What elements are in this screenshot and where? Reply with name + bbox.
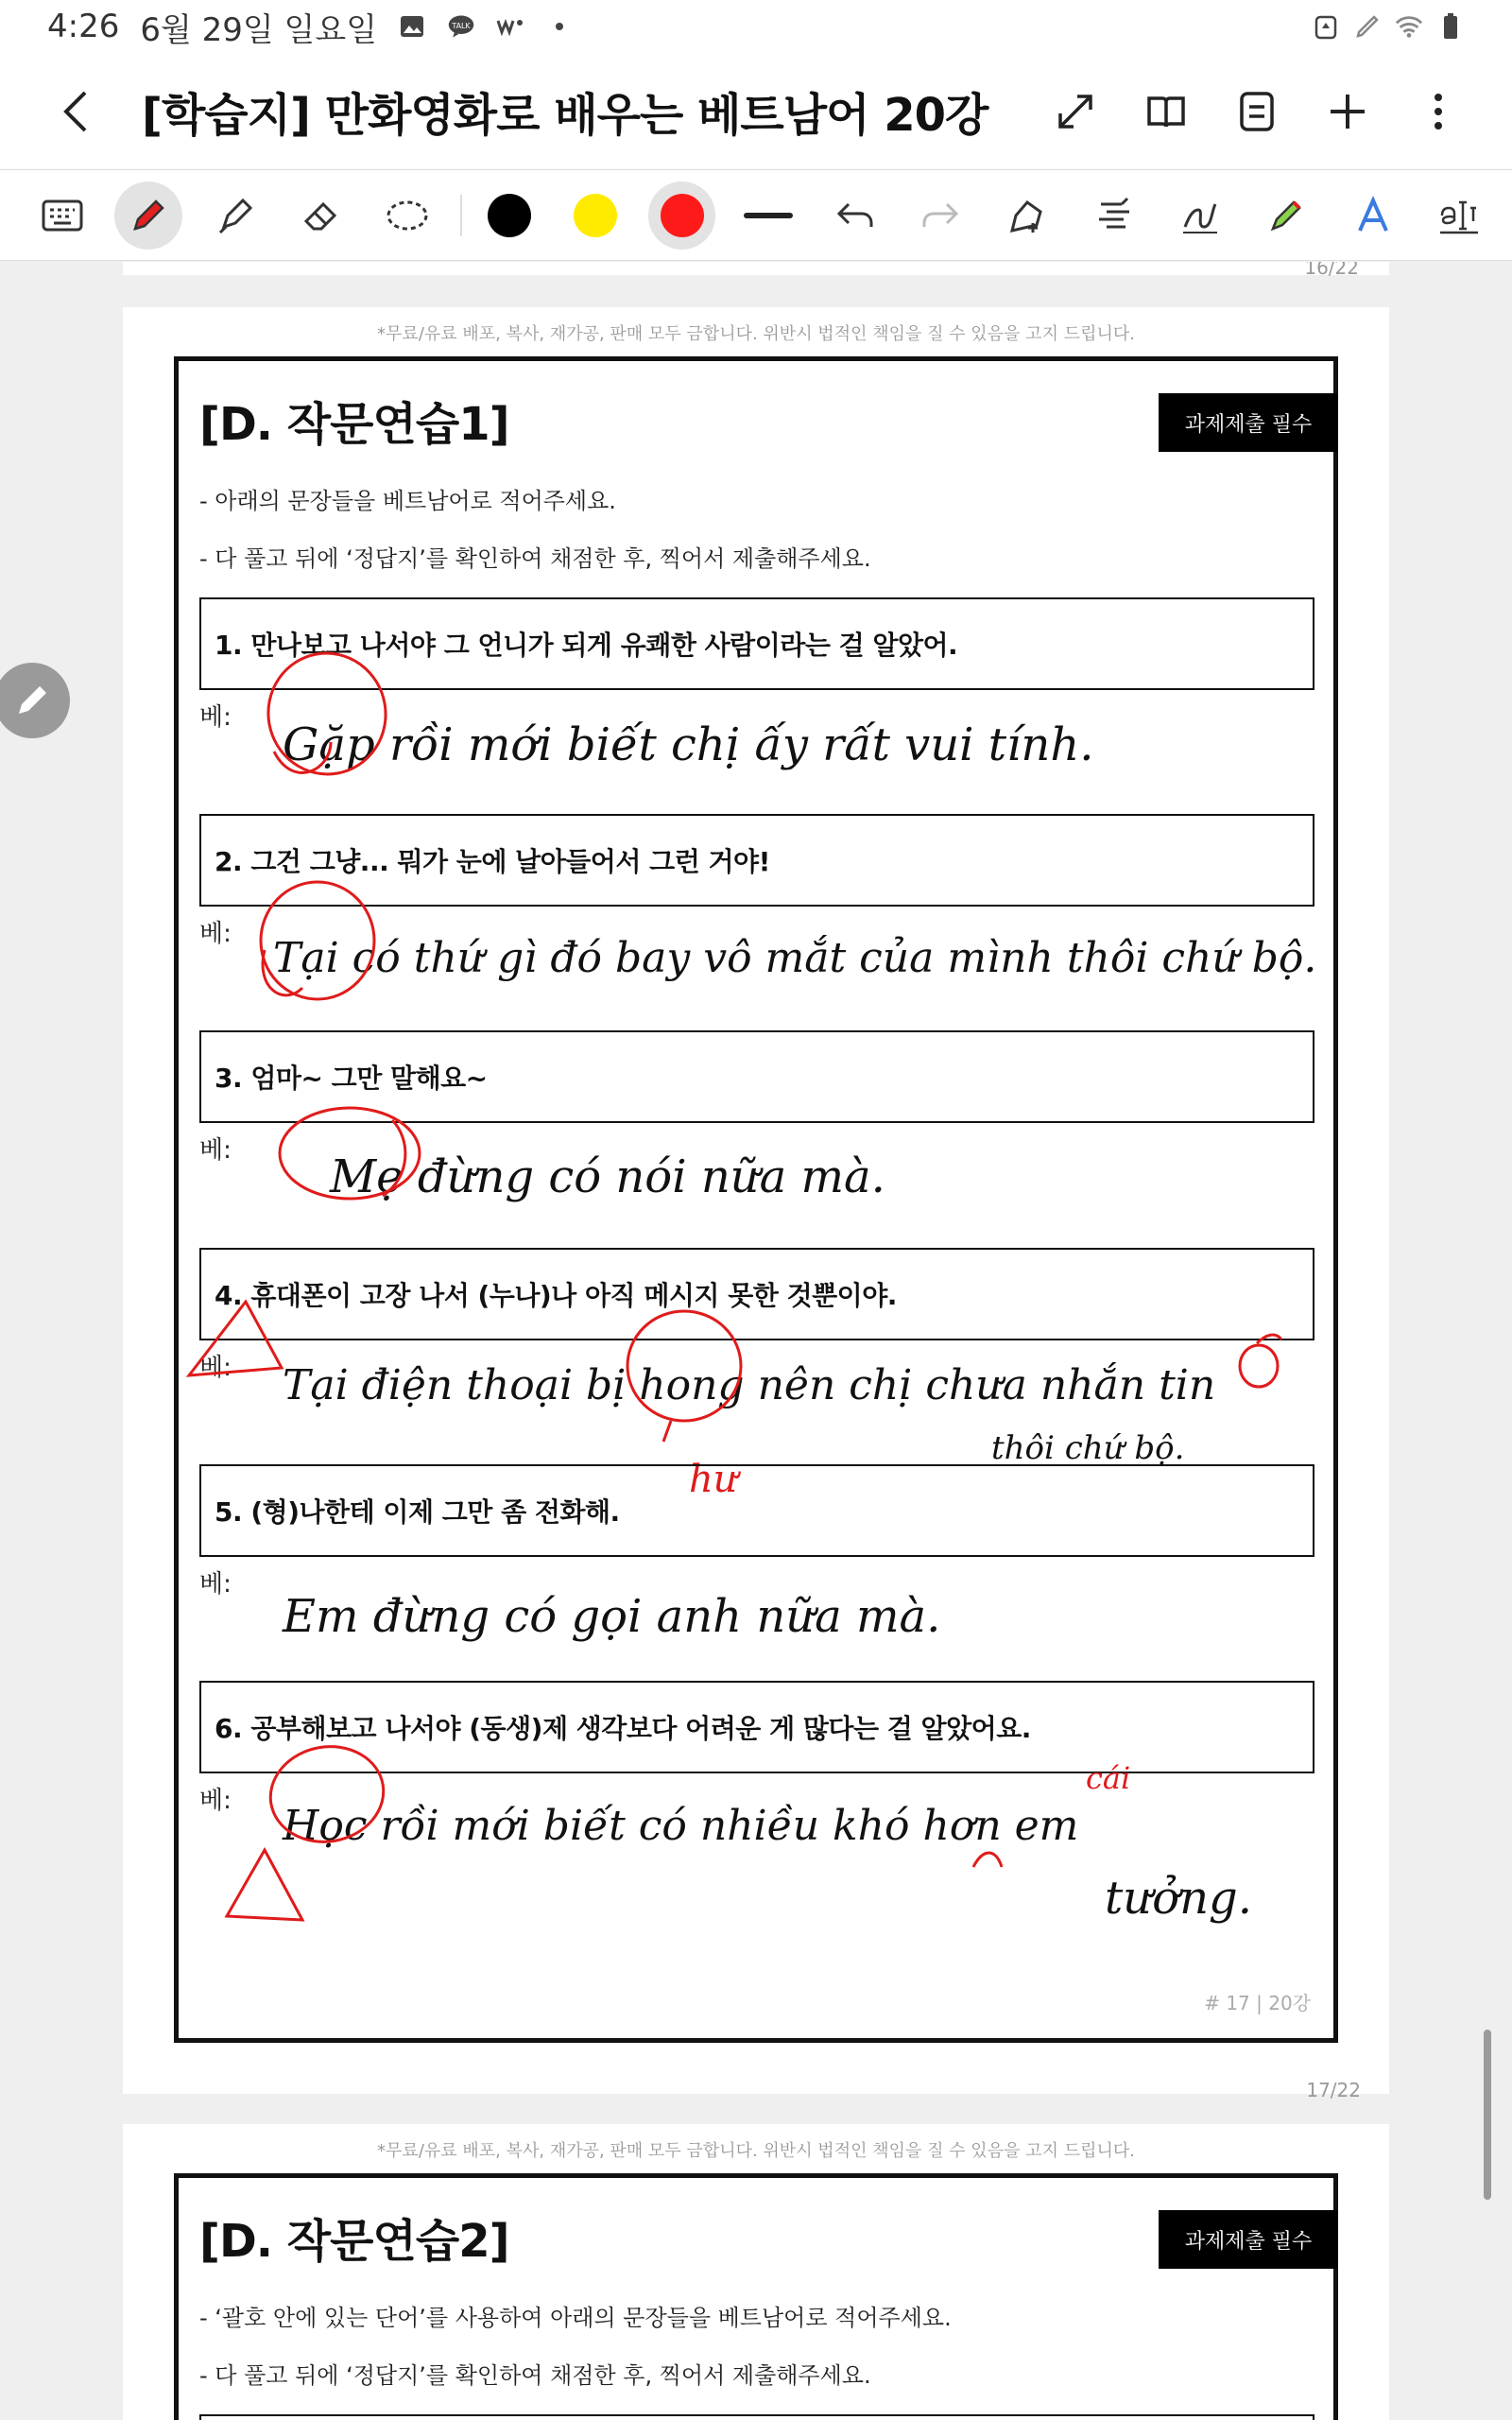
handwritten-answer: Gặp rồi mới biết chị ấy rất vui tính. [283,718,1094,771]
copyright-notice: *무료/유료 배포, 복사, 재가공, 판매 모두 금합니다. 위반시 법적인 책임을 질 수 있음을 고지 드립니다. [377,2141,1135,2161]
book-icon [1145,93,1187,130]
fill-pen-tool[interactable] [1253,182,1320,250]
status-bar [0,0,1512,53]
wifi-icon [1395,12,1423,41]
undo-icon [833,199,875,233]
drawing-toolbar [0,170,1512,261]
pen-icon [128,195,169,236]
question-box: 6. 공부해보고 나서야 (동생)제 생각보다 어려운 게 많다는 걸 알았어요. [199,1681,1314,1773]
shape-pen-icon [1006,195,1048,236]
toolbar-separator [460,195,462,236]
document-canvas[interactable] [0,262,1512,2420]
document-list-icon [1238,91,1276,132]
handwritten-answer: Học rồi mới biết có nhiều khó hơn em [283,1802,1079,1850]
previous-page-bottom [123,262,1389,275]
lasso-tool[interactable] [374,182,441,250]
answer-label: 베: [199,703,232,732]
stroke-width-tool[interactable] [734,182,801,250]
plus-icon [1329,93,1366,130]
handwritten-answer-continued: tưởng. [1105,1872,1252,1925]
battery-icon [1436,12,1465,41]
color-yellow [574,194,617,237]
color-black [488,194,531,237]
app-title-bar [0,53,1512,170]
colorful-pen-icon [1265,195,1307,236]
question-box: 3. 엄마~ 그만 말해요~ [199,1030,1314,1123]
redo-icon [920,199,962,233]
shape-tool[interactable] [993,182,1060,250]
submission-required-badge: 과제제출 필수 [1159,2210,1338,2269]
question-box: 1. 만나보고 나서야 그 언니가 되게 유쾌한 사람이라는 걸 알았어. [199,597,1314,690]
color-red-swatch[interactable] [648,182,715,250]
page-17 [123,307,1389,2101]
floating-pen-button[interactable] [0,663,70,738]
handwritten-answer: Mẹ đừng có nói nữa mà. [330,1150,885,1203]
question-box: 5. (형)나한테 이제 그만 좀 전화해. [199,1464,1314,1557]
webtoon-notification-icon [496,12,524,41]
page-18 [123,2124,1389,2420]
answer-label: 베: [199,1136,232,1165]
page-number: 17/22 [1306,2079,1361,2101]
scrollbar[interactable] [1484,2030,1491,2200]
handwritten-correction: hư [689,1458,738,1501]
question-box [199,2414,1314,2420]
more-notifications-dot-icon [545,12,574,41]
svg-text:TALK: TALK [452,21,471,30]
color-red [661,194,704,237]
instruction-line: - 다 풀고 뒤에 ‘정답지’를 확인하여 채점한 후, 찍어서 제출해주세요. [199,545,871,572]
instruction-line: - 다 풀고 뒤에 ‘정답지’를 확인하여 채점한 후, 찍어서 제출해주세요. [199,2362,871,2389]
answer-label: 베: [199,1787,232,1815]
status-date: 6월 29일 일요일 [140,10,378,49]
submission-required-badge: 과제제출 필수 [1159,393,1338,452]
add-button[interactable] [1321,85,1374,138]
color-yellow-swatch[interactable] [561,182,628,250]
question-box: 4. 휴대폰이 고장 나서 (누나)나 아직 메시지 못한 것뿐이야. [199,1248,1314,1340]
worksheet-frame [174,356,1338,2043]
keyboard-tool[interactable] [28,182,95,250]
handwritten-answer: Tại có thứ gì đó bay vô mắt của mình thôi chứ bộ. [273,934,1317,982]
instruction-line: - 아래의 문장들을 베트남어로 적어주세요. [199,488,616,514]
eraser-icon [301,195,342,236]
page-footer: # 17 | 20강 [1204,1992,1311,2014]
highlighter-tool[interactable] [201,182,268,250]
align-text-icon [1093,195,1135,236]
chevron-left-icon [59,89,93,134]
answer-label: 베: [199,1570,232,1599]
keyboard-icon [42,199,83,232]
question-box: 2. 그건 그냥... 뭐가 눈에 날아들어서 그런 거야! [199,814,1314,907]
redo-button[interactable] [907,182,974,250]
pen-tool[interactable] [114,182,181,250]
recycle-icon [1312,12,1340,41]
handwritten-correction: cái [1086,1760,1131,1796]
more-vertical-icon [1433,93,1444,130]
pencil-icon [13,682,51,719]
previous-page-number: 16/22 [1304,262,1359,279]
undo-button[interactable] [821,182,888,250]
copyright-notice: *무료/유료 배포, 복사, 재가공, 판매 모두 금합니다. 위반시 법적인 책임을 질 수 있음을 고지 드립니다. [377,324,1135,344]
text-style-icon [1352,195,1394,236]
section-title: [D. 작문연습1] [199,398,509,451]
lasso-icon [385,197,430,234]
page-view-button[interactable] [1140,85,1193,138]
answer-label: 베: [199,1354,232,1382]
status-time: 4:26 [47,8,120,45]
handwritten-answer: Em đừng có gọi anh nữa mà. [283,1590,941,1643]
eraser-tool[interactable] [287,182,354,250]
stroke-width-icon [742,210,795,221]
highlighter-icon [215,195,256,236]
text-align-tool[interactable] [1080,182,1147,250]
section-title: [D. 작문연습2] [199,2215,509,2268]
handwritten-answer: Tại điện thoại bị hong nên chị chưa nhắn tin [283,1361,1216,1409]
pen-status-icon [1353,12,1382,41]
back-button[interactable] [38,74,113,149]
text-box-icon [1438,195,1480,236]
worksheet-frame [174,2173,1338,2420]
kakaotalk-notification-icon [447,12,475,41]
handwritten-answer-continued: thôi chứ bộ. [991,1429,1185,1467]
text-box-tool[interactable] [1425,182,1492,250]
text-style-tool[interactable] [1339,182,1406,250]
fullscreen-button[interactable] [1049,85,1102,138]
handwriting-icon [1179,195,1221,236]
more-options-button[interactable] [1412,85,1465,138]
instruction-line: - ‘괄호 안에 있는 단어’를 사용하여 아래의 문장들을 베트남어로 적어주세요. [199,2305,952,2331]
answer-label: 베: [199,920,232,948]
document-title: [학습지] 만화영화로 배우는 베트남어 20강 [142,89,988,142]
color-black-swatch[interactable] [475,182,542,250]
page-list-button[interactable] [1230,85,1283,138]
expand-icon [1055,91,1096,132]
handwriting-to-text-tool[interactable] [1166,182,1233,250]
gallery-notification-icon [398,12,426,41]
